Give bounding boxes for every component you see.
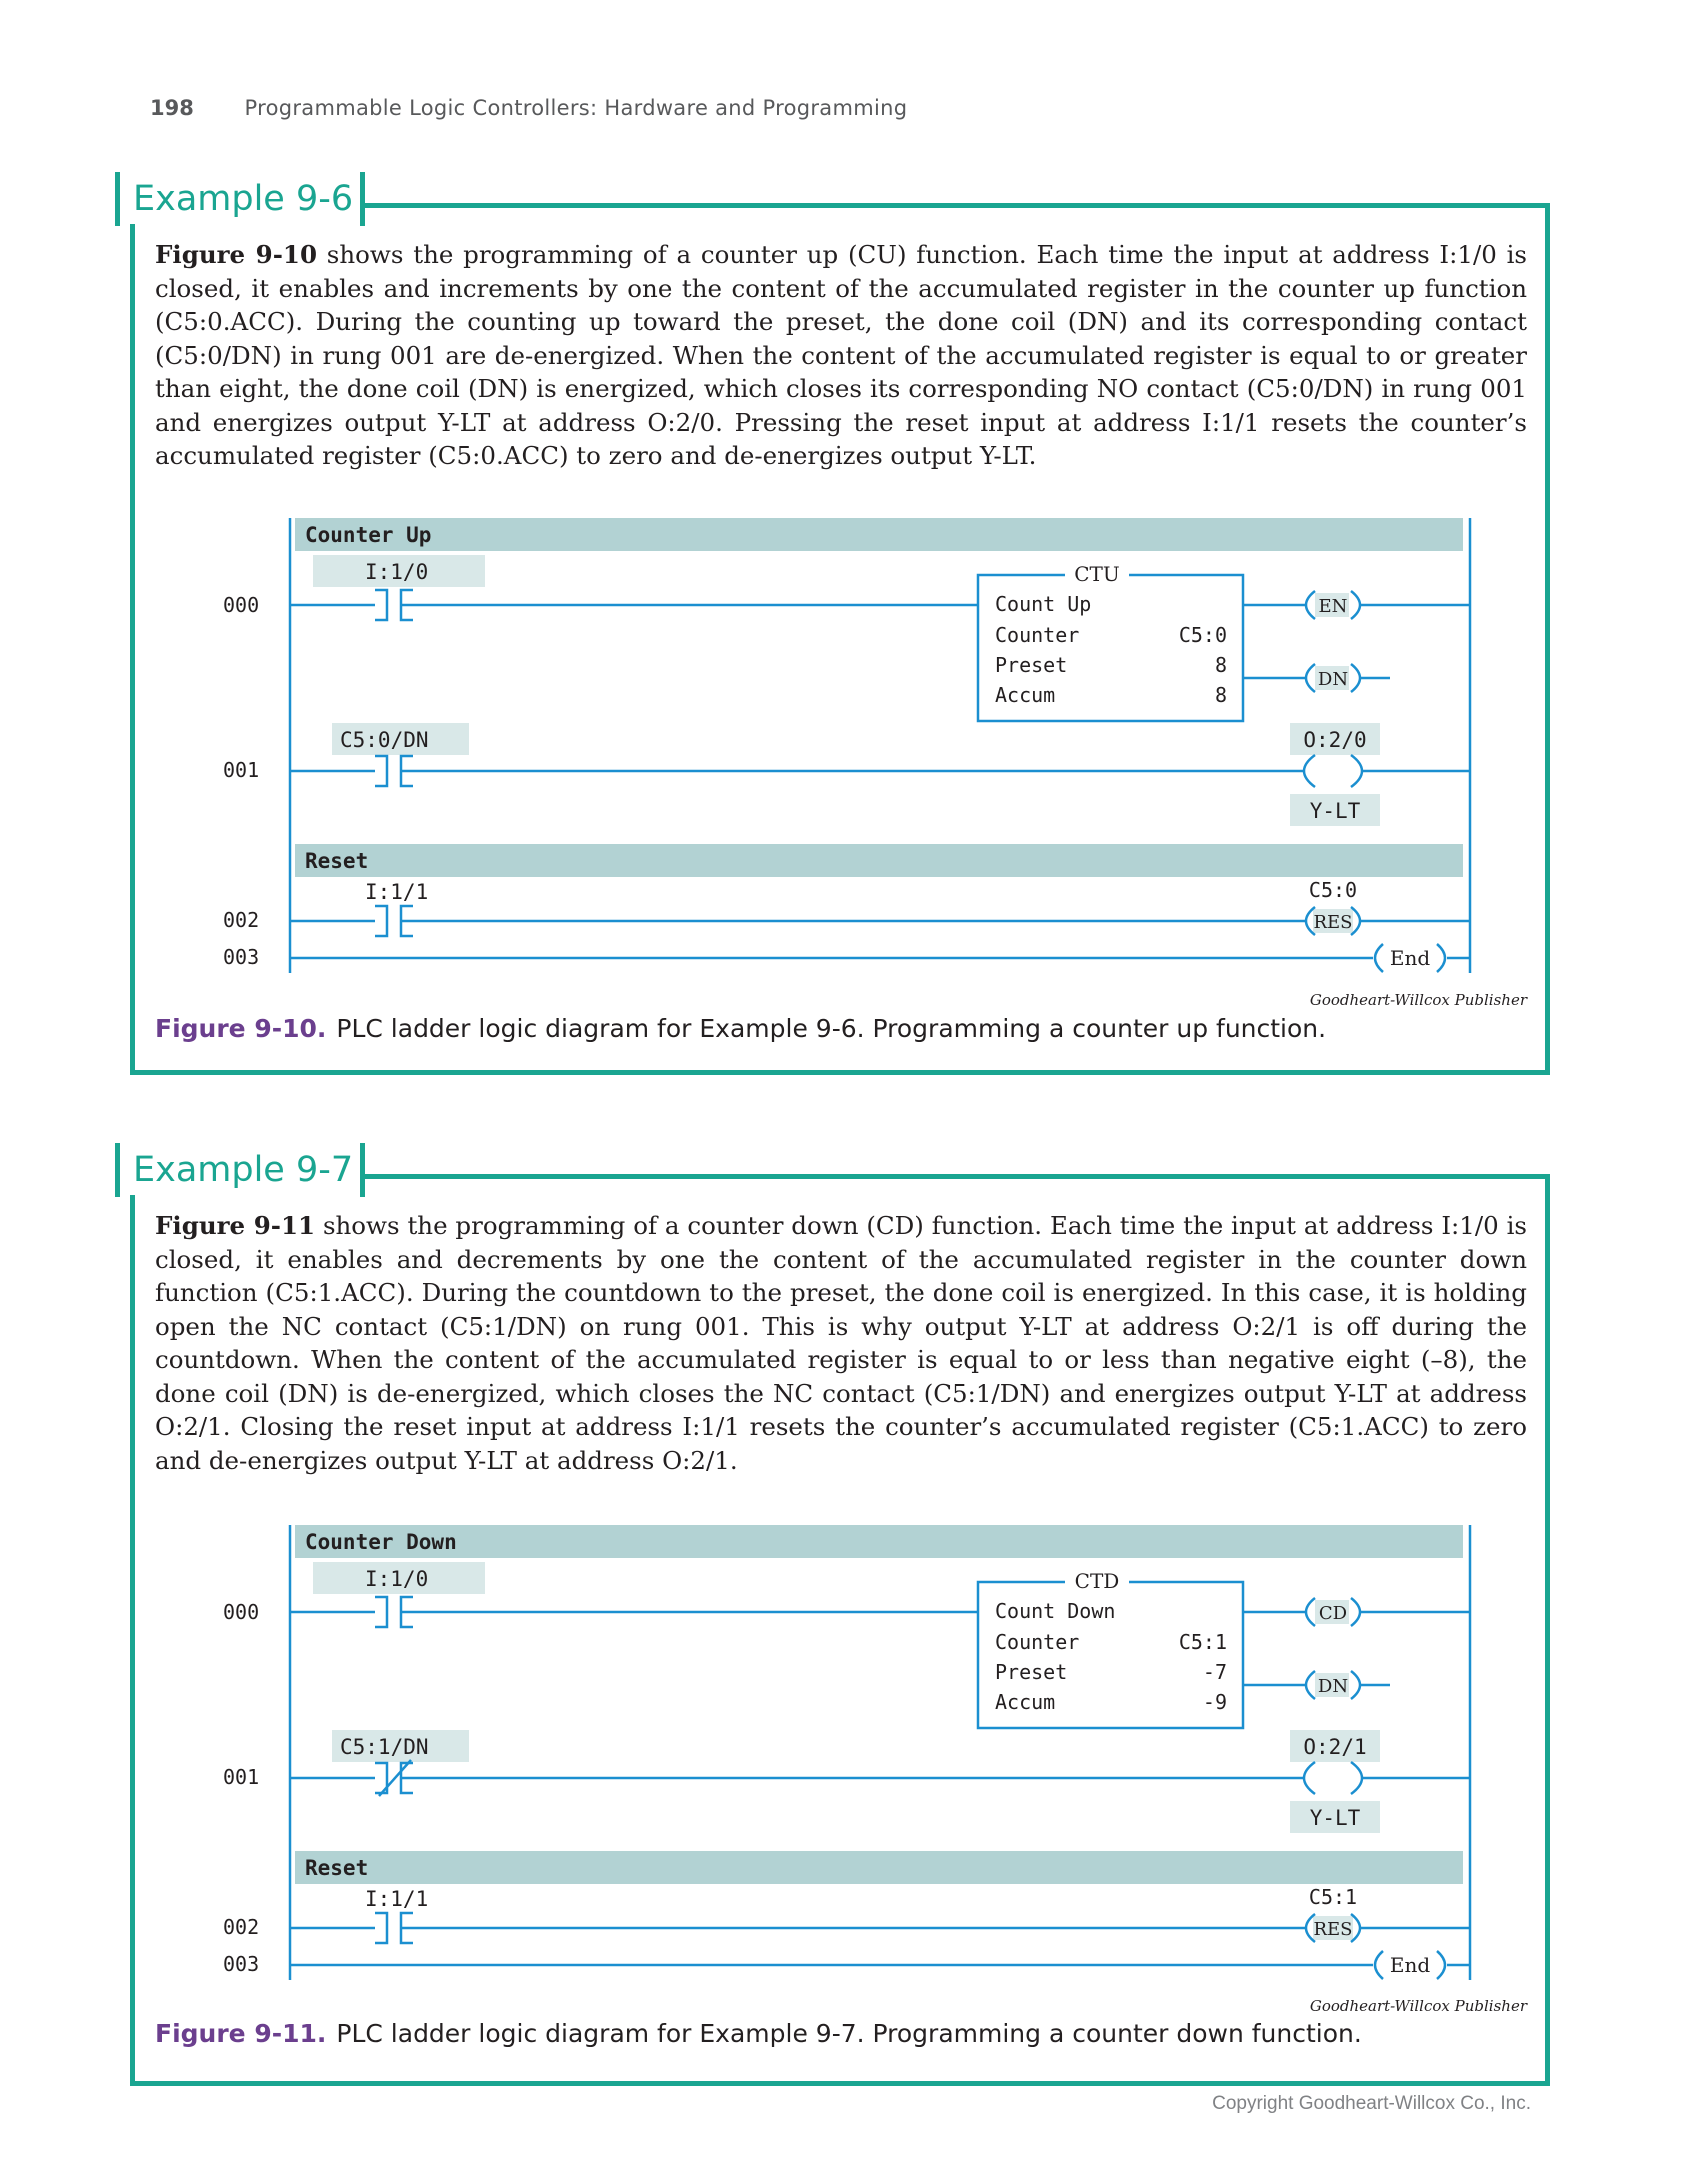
copyright-notice: Copyright Goodheart-Willcox Co., Inc. (1212, 2093, 1531, 2114)
reset-band (295, 844, 1463, 877)
counter-label: Counter (995, 623, 1080, 647)
example-body (155, 1209, 1527, 1477)
figure-credit: Goodheart-Willcox Publisher (1309, 991, 1527, 1009)
output-name: Y-LT (1309, 799, 1361, 823)
en-coil-label: EN (1318, 596, 1348, 617)
figure-caption (155, 1014, 1326, 1043)
cd-coil-label: CD (1318, 1603, 1348, 1624)
reset-label: Reset (305, 849, 369, 873)
contact-address: I:1/0 (365, 1567, 429, 1591)
reset-address: C5:0 (1308, 878, 1358, 902)
figure-reference: Figure 9-11 (155, 1211, 316, 1240)
rung-number: 001 (223, 1765, 260, 1789)
section-band (295, 518, 1463, 551)
running-header (150, 96, 907, 120)
reset-address: C5:1 (1308, 1885, 1358, 1909)
block-name: Count Up (995, 592, 1092, 616)
caption-label: Figure 9-11. (155, 2019, 327, 2048)
contact-address: I:1/1 (365, 1887, 429, 1911)
rung-number: 000 (223, 1600, 260, 1624)
page-number: 198 (150, 96, 194, 120)
figure-reference: Figure 9-10 (155, 240, 317, 269)
counter-value: C5:1 (1178, 1630, 1227, 1654)
block-name: Count Down (995, 1599, 1116, 1623)
section-label: Counter Down (305, 1530, 457, 1554)
body-text: shows the programming of a counter down (CD) function. Each time the input at address I:1/0 is closed, it enables and decrements by one the content of the accumulated register in the counter down function (C5:1.ACC). During the countdown to the preset, the done coil is energized. In this case, it is holding open the NC contact (C5:1/DN) on rung 001. This is why output Y-LT at address O:2/1 is off during the countdown. When the content of the accumulated register is equal to or less than negative eight (–8), the done coil (DN) is de-energized, which closes the NC contact (C5:1/DN) and energizes output Y-LT at address O:2/1. Closing the reset input at address I:1/1 resets the counter’s accumulated register (C5:1.ACC) to zero and de-energizes output Y-LT at address O:2/1. (155, 1211, 1527, 1475)
figure-caption (155, 2019, 1362, 2048)
res-coil-label: RES (1313, 912, 1353, 933)
example-title: Example 9-7 (115, 1145, 365, 1195)
ladder-diagram (135, 1520, 1545, 2000)
section-label: Counter Up (305, 523, 432, 547)
output-address: O:2/1 (1303, 1735, 1367, 1759)
section-band (295, 1525, 1463, 1558)
reset-band (295, 1851, 1463, 1884)
caption-text: PLC ladder logic diagram for Example 9-6. Programming a counter up function. (336, 1014, 1327, 1043)
contact-address: C5:1/DN (340, 1735, 429, 1759)
output-coil (1304, 1762, 1362, 1794)
preset-label: Preset (995, 653, 1068, 677)
caption-label: Figure 9-10. (155, 1014, 327, 1043)
preset-value: 8 (1214, 653, 1227, 677)
end-label: End (1389, 1953, 1431, 1977)
rung-number: 000 (223, 593, 260, 617)
rung-number: 003 (223, 945, 260, 969)
example-9-6-box (130, 179, 1550, 1075)
output-coil (1304, 755, 1362, 787)
example-body (155, 238, 1527, 473)
rung-number: 003 (223, 1952, 260, 1976)
counter-label: Counter (995, 1630, 1080, 1654)
preset-label: Preset (995, 1660, 1068, 1684)
preset-value: -7 (1202, 1660, 1227, 1684)
book-title: Programmable Logic Controllers: Hardware and Programming (244, 96, 908, 120)
contact-address: C5:0/DN (340, 728, 429, 752)
res-coil-label: RES (1313, 1919, 1353, 1940)
output-name: Y-LT (1309, 1806, 1361, 1830)
counter-value: C5:0 (1178, 623, 1227, 647)
example-9-7-box (130, 1150, 1550, 2086)
rung-number: 002 (223, 908, 260, 932)
output-address: O:2/0 (1303, 728, 1367, 752)
dn-coil-label: DN (1317, 669, 1349, 690)
ladder-diagram (135, 513, 1545, 993)
caption-text: PLC ladder logic diagram for Example 9-7. Programming a counter down function. (336, 2019, 1362, 2048)
reset-label: Reset (305, 1856, 369, 1880)
contact-address: I:1/1 (365, 880, 429, 904)
rung-number: 002 (223, 1915, 260, 1939)
block-title: CTU (1074, 562, 1120, 586)
end-label: End (1389, 946, 1431, 970)
accum-value: 8 (1214, 683, 1227, 707)
rung-number: 001 (223, 758, 260, 782)
contact-address: I:1/0 (365, 560, 429, 584)
accum-label: Accum (995, 683, 1056, 707)
figure-credit: Goodheart-Willcox Publisher (1309, 1997, 1527, 2015)
body-text: shows the programming of a counter up (CU) function. Each time the input at address I:1/0 is closed, it enables and increments by one the content of the accumulated register in the counter up function (C5:0.ACC). During the counting up toward the preset, the done coil (DN) and its corresponding contact (C5:0/DN) in rung 001 are de-energized. When the content of the accumulated register is equal to or greater than eight, the done coil (DN) is energized, which closes its corresponding NO contact (C5:0/DN) in rung 001 and energizes output Y-LT at address O:2/0. Pressing the reset input at address I:1/1 resets the counter’s accumulated register (C5:0.ACC) to zero and de-energizes output Y-LT. (155, 240, 1527, 470)
accum-value: -9 (1202, 1690, 1227, 1714)
example-title: Example 9-6 (115, 174, 365, 224)
block-title: CTD (1074, 1569, 1120, 1593)
dn-coil-label: DN (1317, 1676, 1349, 1697)
accum-label: Accum (995, 1690, 1056, 1714)
